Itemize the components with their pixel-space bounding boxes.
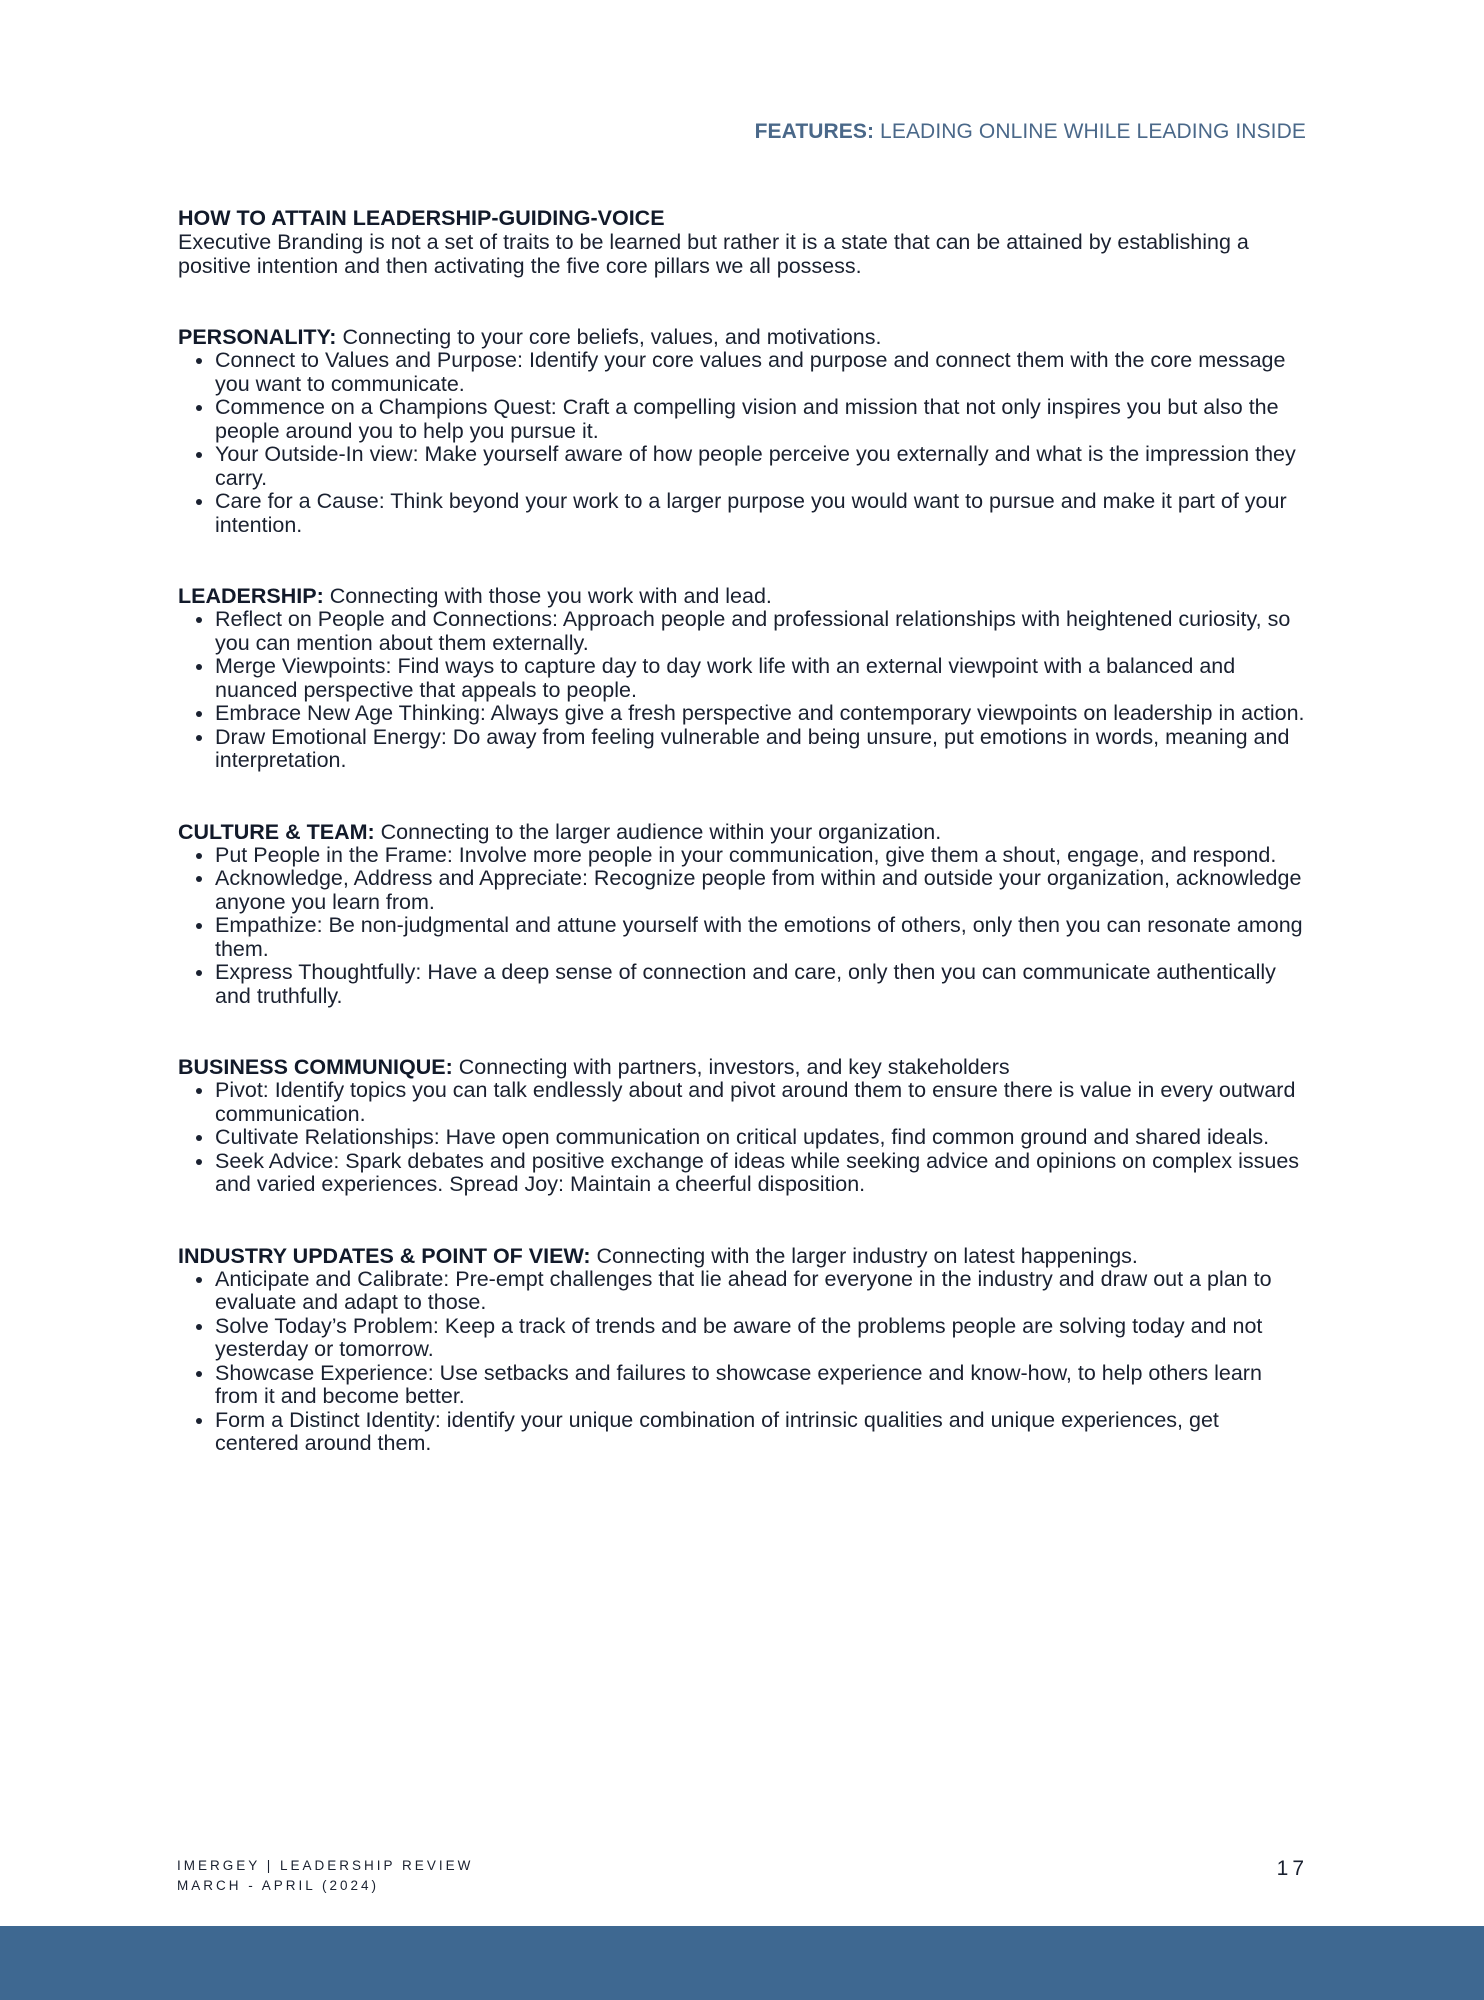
- page-kicker: [755, 120, 1306, 144]
- bullet-list: [178, 349, 1308, 537]
- article-heading: HOW TO ATTAIN LEADERSHIP-GUIDING-VOICE: [178, 206, 665, 230]
- section-culture-team: [178, 820, 1308, 1009]
- list-item: • Reflect on People and Connections: Approach people and professional relationships with heightened curiosity, so you can mention about them externally.: [215, 608, 1308, 655]
- list-item: • Acknowledge, Address and Appreciate: Recognize people from within and outside your organization, acknowledge anyone you learn from.: [215, 867, 1308, 914]
- kicker-title: LEADING ONLINE WHILE LEADING INSIDE: [874, 120, 1306, 143]
- list-item: • Solve Today’s Problem: Keep a track of trends and be aware of the problems people are solving today and not yesterday or tomorrow.: [215, 1315, 1308, 1362]
- list-item: • Anticipate and Calibrate: Pre-empt challenges that lie ahead for everyone in the industry and draw out a plan to evaluate and adapt to those.: [215, 1268, 1308, 1315]
- list-item: • Form a Distinct Identity: identify your unique combination of intrinsic qualities and unique experiences, get centered around them.: [215, 1409, 1308, 1456]
- list-item: • Cultivate Relationships: Have open communication on critical updates, find common ground and shared ideals.: [215, 1126, 1308, 1150]
- section-header: [178, 1055, 1308, 1079]
- section-subtitle: Connecting to the larger audience within your organization.: [374, 819, 942, 844]
- footer-bar: [0, 1926, 1484, 2000]
- list-item: • Care for a Cause: Think beyond your work to a larger purpose you would want to pursue and make it part of your intention.: [215, 490, 1308, 537]
- section-subtitle: Connecting with those you work with and lead.: [323, 584, 772, 608]
- section-title: BUSINESS COMMUNIQUE:: [178, 1055, 453, 1079]
- section-title: CULTURE & TEAM:: [178, 819, 375, 844]
- section-header: [178, 820, 1308, 844]
- list-item: • Merge Viewpoints: Find ways to capture day to day work life with an external viewpoint with a balanced and nuanced perspective that appeals to people.: [215, 655, 1308, 702]
- section-header: [178, 325, 1308, 349]
- bullet-list: [178, 1079, 1308, 1197]
- section-business-communique: [178, 1055, 1308, 1197]
- list-item: • Empathize: Be non-judgmental and attune yourself with the emotions of others, only then you can resonate among them.: [215, 914, 1308, 961]
- section-subtitle: Connecting with the larger industry on latest happenings.: [590, 1243, 1138, 1268]
- footer-publication-name: IMERGEY | LEADERSHIP REVIEW: [177, 1858, 474, 1873]
- footer-issue-date: MARCH - APRIL (2024): [177, 1878, 380, 1893]
- section-subtitle: Connecting to your core beliefs, values, and motivations.: [336, 325, 882, 349]
- section-leadership: [178, 584, 1308, 773]
- bullet-list: [178, 608, 1308, 773]
- list-item: • Express Thoughtfully: Have a deep sense of connection and care, only then you can communicate authentically and truthfully.: [215, 961, 1308, 1008]
- section-industry-updates: [178, 1244, 1308, 1456]
- list-item: • Seek Advice: Spark debates and positive exchange of ideas while seeking advice and opinions on complex issues and varied experiences. Spread Joy: Maintain a cheerful disposition.: [215, 1150, 1308, 1197]
- list-item: • Your Outside-In view: Make yourself aware of how people perceive you externally and what is the impression they carry.: [215, 443, 1308, 490]
- article-body: [178, 206, 1308, 1456]
- bullet-list: [178, 1268, 1308, 1456]
- list-item: • Pivot: Identify topics you can talk endlessly about and pivot around them to ensure there is value in every outward communication.: [215, 1079, 1308, 1126]
- section-title: INDUSTRY UPDATES & POINT OF VIEW:: [178, 1243, 591, 1268]
- article-intro: Executive Branding is not a set of traits to be learned but rather it is a state that can be attained by establishing a positive intention and then activating the five core pillars we all possess.: [178, 230, 1249, 278]
- section-personality: [178, 325, 1308, 537]
- bullet-list: [178, 844, 1308, 1009]
- list-item: • Embrace New Age Thinking: Always give a fresh perspective and contemporary viewpoints on leadership in action.: [215, 702, 1308, 726]
- kicker-label: FEATURES:: [754, 120, 875, 143]
- page-number: 17: [1276, 1857, 1308, 1880]
- section-subtitle: Connecting with partners, investors, and key stakeholders: [452, 1055, 1010, 1079]
- list-item: • Connect to Values and Purpose: Identify your core values and purpose and connect them with the core message you want to communicate.: [215, 349, 1308, 396]
- list-item: • Showcase Experience: Use setbacks and failures to showcase experience and know-how, to help others learn from it and become better.: [215, 1362, 1308, 1409]
- list-item: • Commence on a Champions Quest: Craft a compelling vision and mission that not only inspires you but also the people around you to help you pursue it.: [215, 396, 1308, 443]
- list-item: • Draw Emotional Energy: Do away from feeling vulnerable and being unsure, put emotions in words, meaning and interpretation.: [215, 726, 1308, 773]
- section-header: [178, 584, 1308, 608]
- section-header: [178, 1244, 1308, 1268]
- section-title: PERSONALITY:: [178, 325, 337, 349]
- footer-publication: [177, 1856, 473, 1896]
- list-item: • Put People in the Frame: Involve more people in your communication, give them a shout, engage, and respond.: [215, 844, 1308, 868]
- section-title: LEADERSHIP:: [178, 584, 324, 608]
